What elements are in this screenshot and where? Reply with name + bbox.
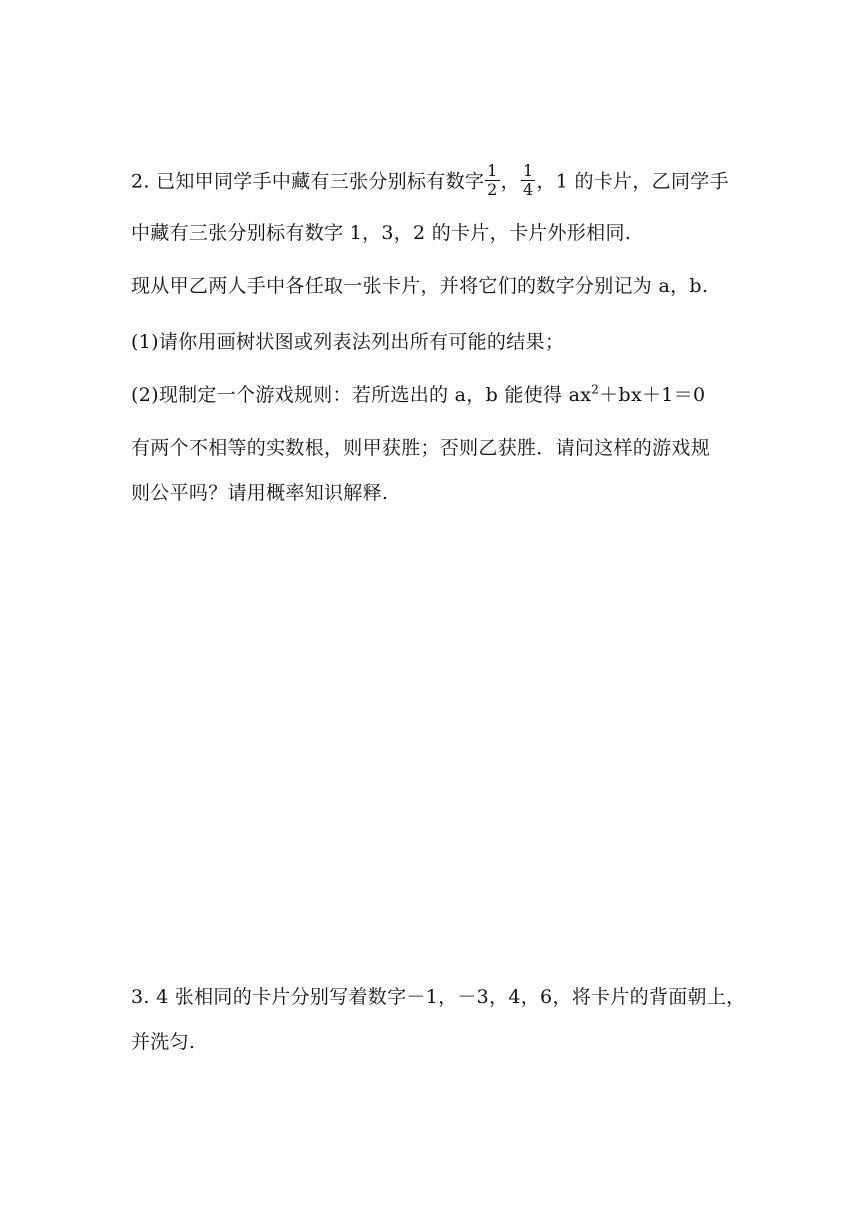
problem-2-intro-text: 2. 已知甲同学手中藏有三张分别标有数字 — [131, 170, 485, 193]
fraction-one-quarter — [521, 162, 535, 199]
problem-2-part-2 — [131, 383, 705, 407]
problem-2-line-7: 则公平吗？请用概率知识解释. — [131, 482, 389, 504]
problem-3-line-2: 并洗匀. — [131, 1031, 196, 1053]
fraction-one-half — [485, 162, 499, 199]
fraction-numerator: 1 — [487, 161, 498, 180]
equation-tail: ＋bx＋1＝0 — [599, 384, 706, 406]
exponent: 2 — [591, 382, 600, 397]
problem-2-line-1-tail: ，1 的卡片，乙同学手 — [536, 170, 729, 193]
problem-3-line-1: 3. 4 张相同的卡片分别写着数字－1，－3，4，6，将卡片的背面朝上， — [131, 986, 746, 1008]
fraction-denominator: 4 — [522, 180, 534, 199]
fraction-numerator: 1 — [522, 161, 534, 180]
part-2-text: (2)现制定一个游戏规则：若所选出的 a，b 能使得 ax — [131, 384, 592, 406]
problem-2-line-3: 现从甲乙两人手中各任取一张卡片，并将它们的数字分别记为 a，b. — [131, 275, 709, 297]
problem-2-line-6: 有两个不相等的实数根，则甲获胜；否则乙获胜．请问这样的游戏规 — [131, 437, 711, 459]
problem-2-line-2: 中藏有三张分别标有数字 1，3，2 的卡片，卡片外形相同. — [131, 222, 632, 244]
fraction-denominator: 2 — [487, 180, 498, 199]
comma-separator: ， — [500, 170, 520, 193]
problem-2-part-1: (1)请你用画树状图或列表法列出所有可能的结果； — [131, 331, 565, 353]
problem-2-line-1 — [131, 161, 729, 201]
